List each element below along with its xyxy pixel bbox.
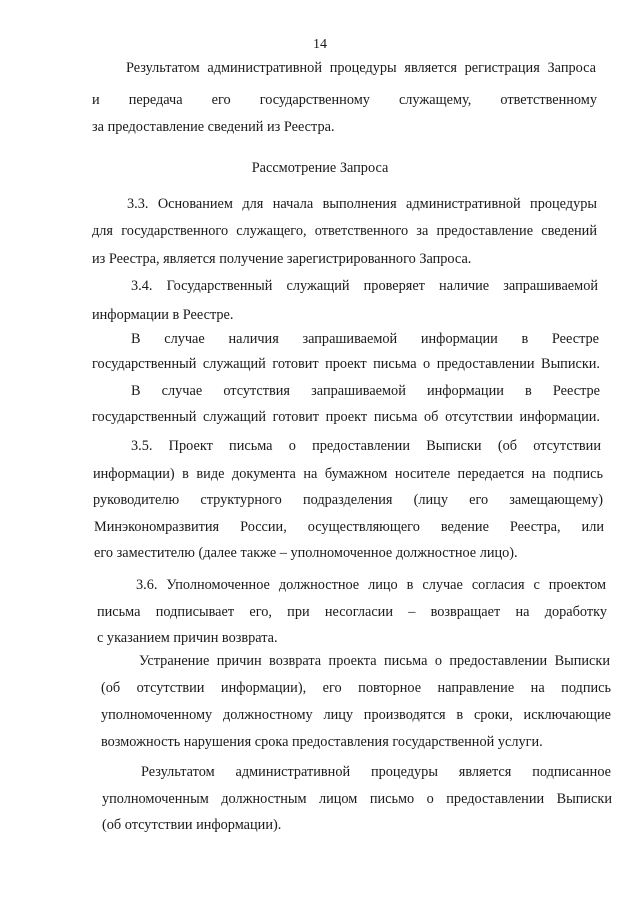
text-line: (об отсутствии информации), его повторное направление на подпись	[101, 680, 611, 696]
text-line: В случае наличия запрашиваемой информации в Реестре	[131, 331, 599, 347]
text-line: за предоставление сведений из Реестра.	[92, 119, 335, 135]
text-line: возможность нарушения срока предоставления государственной услуги.	[101, 734, 543, 750]
text-line: информации в Реестре.	[92, 307, 234, 323]
text-line: и передача его государственному служащему, ответственному	[92, 92, 597, 108]
text-line: для государственного служащего, ответственного за предоставление сведений	[92, 223, 597, 239]
text-line: уполномоченному должностному лицу производятся в сроки, исключающие	[101, 707, 611, 723]
text-line: 3.6. Уполномоченное должностное лицо в случае согласия с проектом	[136, 577, 606, 593]
text-line: 3.3. Основанием для начала выполнения административной процедуры	[127, 196, 597, 212]
text-line: письма подписывает его, при несогласии – возвращает на доработку	[97, 604, 607, 620]
text-line: с указанием причин возврата.	[97, 630, 278, 646]
text-line: 3.5. Проект письма о предоставлении Выписки (об отсутствии	[131, 438, 601, 454]
text-line: руководителю структурного подразделения (лицу его замещающему)	[93, 492, 603, 508]
page-number: 14	[313, 37, 327, 52]
text-line: из Реестра, является получение зарегистрированного Запроса.	[92, 251, 472, 267]
section-title: Рассмотрение Запроса	[251, 160, 389, 176]
text-line: 3.4. Государственный служащий проверяет наличие запрашиваемой	[131, 278, 598, 294]
text-line: Результатом административной процедуры является регистрация Запроса	[126, 60, 596, 76]
text-line: уполномоченным должностным лицом письмо о предоставлении Выписки	[102, 791, 612, 807]
text-line: его заместителю (далее также – уполномоченное должностное лицо).	[94, 545, 518, 561]
text-line: (об отсутствии информации).	[102, 817, 282, 833]
text-line: Минэкономразвития России, осуществляющего ведение Реестра, или	[94, 519, 604, 535]
text-line: государственный служащий готовит проект письма о предоставлении Выписки.	[92, 356, 600, 372]
text-line: В случае отсутствия запрашиваемой информации в Реестре	[131, 383, 600, 399]
text-line: информации) в виде документа на бумажном носителе передается на подпись	[93, 466, 603, 482]
text-line: государственный служащий готовит проект письма об отсутствии информации.	[92, 409, 600, 425]
text-line: Устранение причин возврата проекта письма о предоставлении Выписки	[139, 653, 610, 669]
text-line: Результатом административной процедуры является подписанное	[141, 764, 611, 780]
